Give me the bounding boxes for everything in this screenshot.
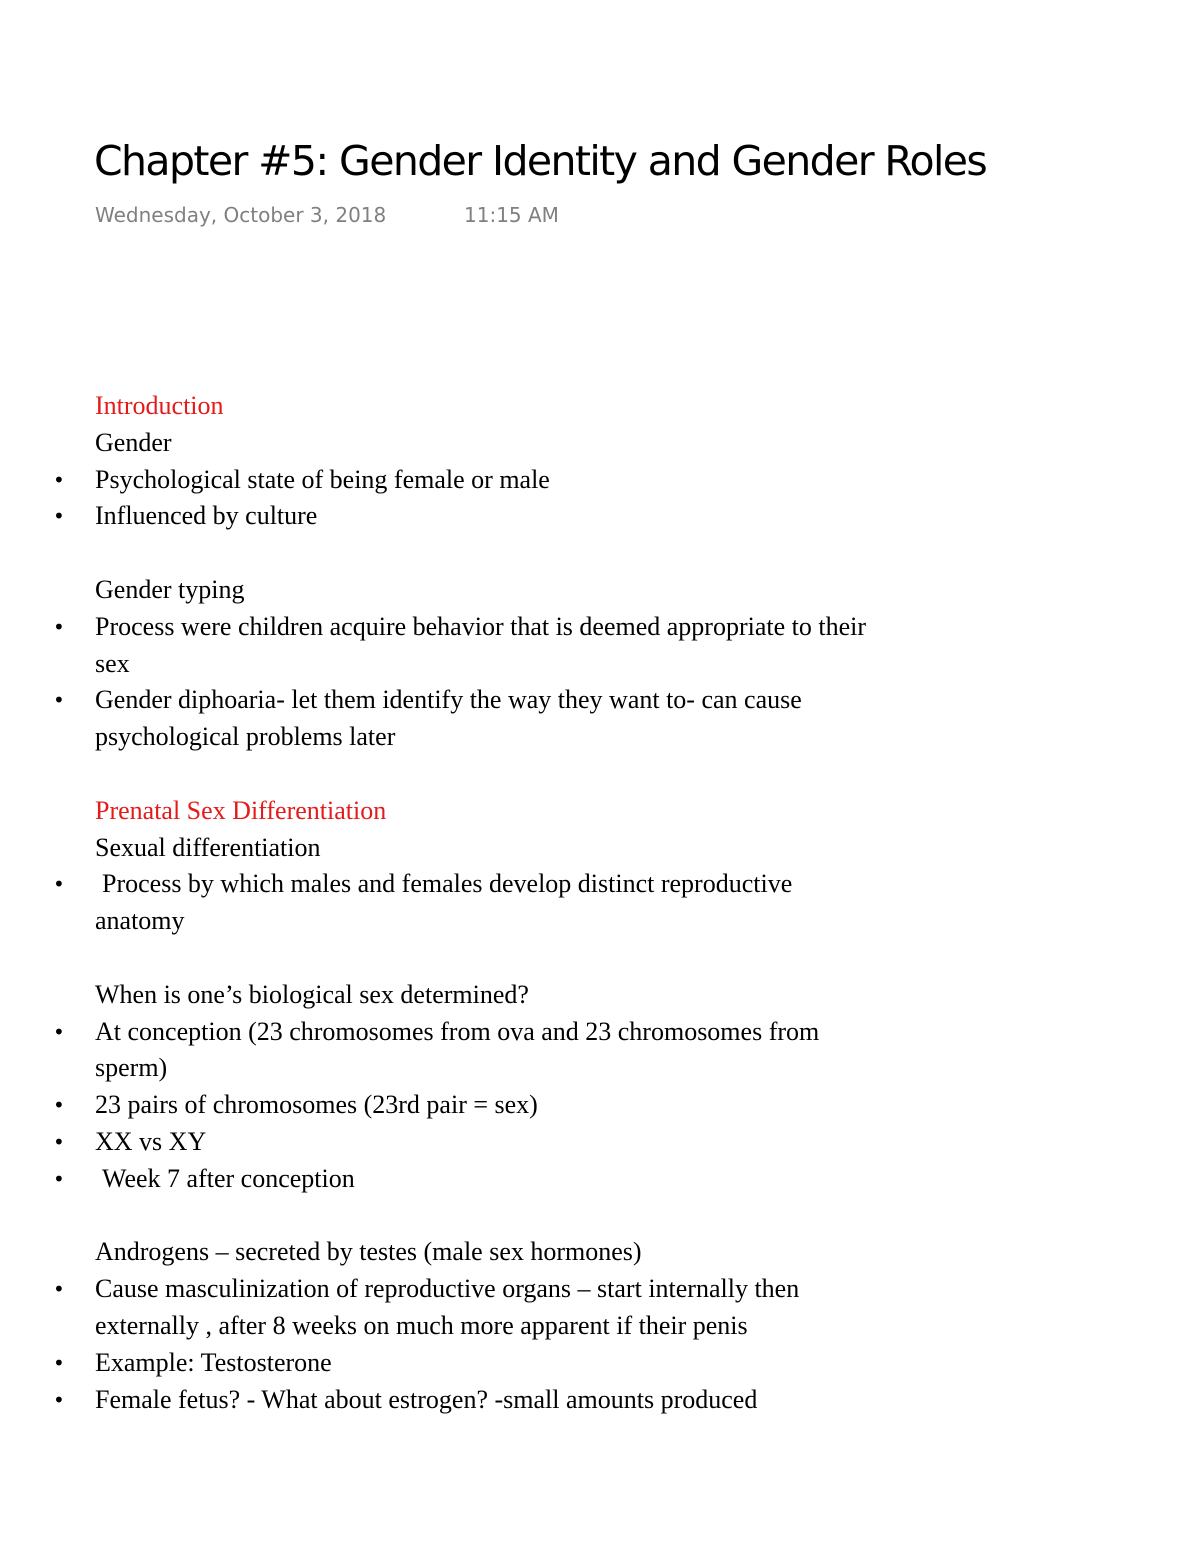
list-item [0, 1271, 1200, 1308]
bullet-icon: • [53, 504, 65, 529]
list-item-text: Influenced by culture [95, 501, 318, 531]
list-item-text: Week 7 after conception [102, 1163, 355, 1193]
bullet-icon: • [53, 1387, 65, 1412]
bullet-icon: • [53, 688, 65, 713]
list-item-continuation [0, 1050, 1200, 1087]
list-item [0, 1014, 1200, 1051]
list-item [0, 498, 1200, 535]
list-item-text: psychological problems later [95, 722, 396, 752]
subheading-text: Gender typing [95, 574, 245, 604]
list-item [0, 1087, 1200, 1124]
list-item-text: XX vs XY [95, 1126, 207, 1156]
bullet-icon: • [53, 1129, 65, 1154]
list-item-text: 23 pairs of chromosomes (23rd pair = sex) [95, 1090, 538, 1120]
list-item-text: externally , after 8 weeks on much more apparent if their penis [95, 1310, 748, 1340]
bullet-icon: • [53, 467, 65, 492]
note-date: Wednesday, October 3, 2018 [95, 203, 387, 227]
bullet-icon: • [53, 1277, 65, 1302]
bullet-icon: • [53, 1350, 65, 1375]
list-item-text: Process were children acquire behavior that is deemed appropriate to their [95, 611, 867, 641]
list-item-text: Female fetus? - What about estrogen? -small amounts produced [95, 1384, 758, 1414]
subheading-text: Androgens – secreted by testes (male sex hormones) [95, 1237, 642, 1267]
subheading-text: When is one’s biological sex determined? [95, 979, 529, 1009]
note-body [0, 388, 1200, 1418]
section-heading-introduction [0, 388, 1200, 425]
list-item-continuation [0, 719, 1200, 756]
subheading-gender-typing [0, 572, 1200, 609]
blank-line [0, 940, 1200, 977]
list-item-text: Cause masculinization of reproductive organs – start internally then [95, 1274, 800, 1304]
bullet-icon: • [53, 1019, 65, 1044]
subheading-androgens [0, 1234, 1200, 1271]
list-item-text: Process by which males and females develop distinct reproductive [102, 869, 793, 899]
list-item-text: Example: Testosterone [95, 1347, 332, 1377]
bullet-icon: • [53, 1093, 65, 1118]
list-item-text: sperm) [95, 1053, 168, 1083]
section-heading-prenatal [0, 793, 1200, 830]
subheading-gender [0, 425, 1200, 462]
list-item [0, 1382, 1200, 1419]
subheading-text: Gender [95, 427, 172, 457]
subheading-question [0, 977, 1200, 1014]
list-item-text: anatomy [95, 906, 185, 936]
heading-text: Introduction [95, 391, 224, 420]
list-item [0, 1345, 1200, 1382]
bullet-icon: • [53, 614, 65, 639]
note-time: 11:15 AM [464, 203, 559, 227]
list-item-text: Psychological state of being female or male [95, 464, 550, 494]
blank-line [0, 535, 1200, 572]
page-title: Chapter #5: Gender Identity and Gender Roles [94, 137, 987, 185]
list-item-continuation [0, 903, 1200, 940]
list-item [0, 866, 1200, 903]
list-item-text: sex [95, 648, 130, 678]
list-item [0, 1161, 1200, 1198]
list-item-text: At conception (23 chromosomes from ova and 23 chromosomes from [95, 1016, 820, 1046]
subheading-sexual-differentiation [0, 830, 1200, 867]
subheading-text: Sexual differentiation [95, 832, 321, 862]
blank-line [0, 1198, 1200, 1235]
list-item-continuation [0, 646, 1200, 683]
list-item-text: Gender diphoaria- let them identify the way they want to- can cause [95, 685, 802, 715]
blank-line [0, 756, 1200, 793]
list-item [0, 1124, 1200, 1161]
list-item [0, 609, 1200, 646]
bullet-icon: • [53, 1166, 65, 1191]
list-item [0, 462, 1200, 499]
list-item-continuation [0, 1308, 1200, 1345]
list-item [0, 682, 1200, 719]
heading-text: Prenatal Sex Differentiation [95, 795, 387, 825]
bullet-icon: • [53, 872, 65, 897]
